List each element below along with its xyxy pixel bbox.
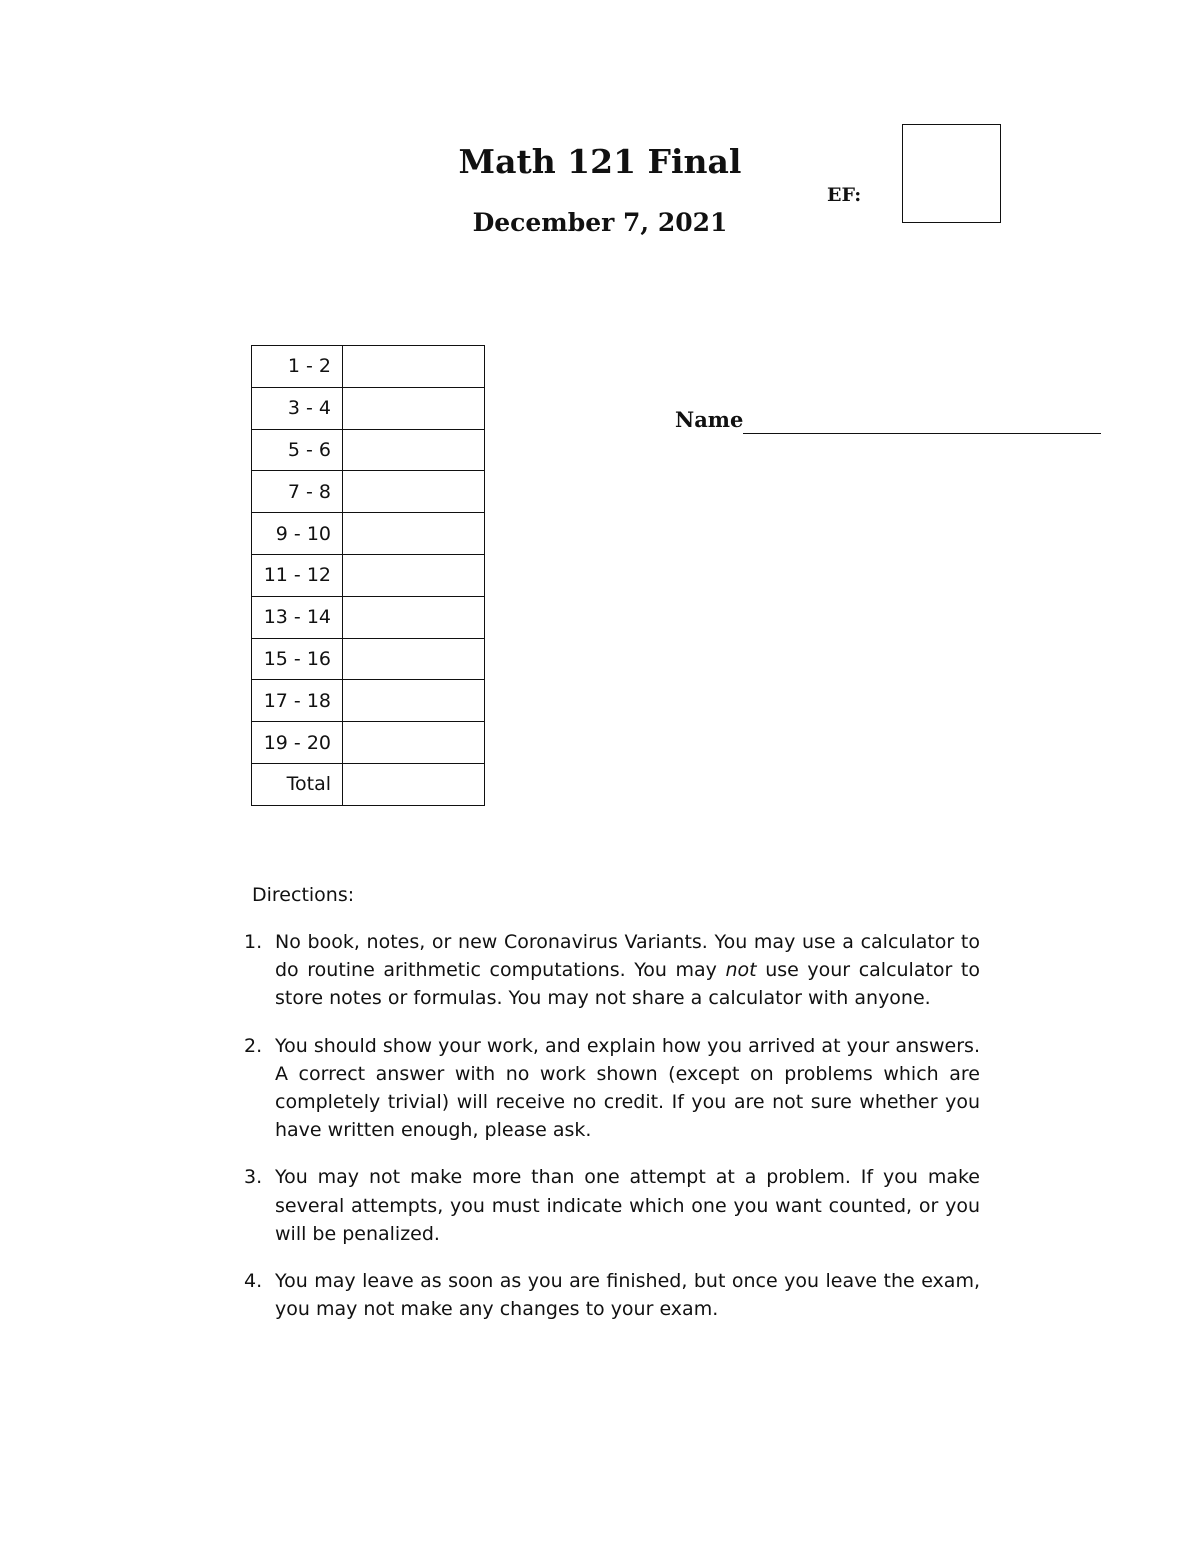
name-label: Name — [675, 407, 744, 432]
total-label: Total — [252, 763, 343, 805]
score-table — [251, 345, 485, 806]
directions-heading: Directions: — [252, 884, 355, 906]
directions-list — [244, 928, 980, 1342]
table-row — [252, 471, 485, 513]
table-row — [252, 722, 485, 764]
table-row — [252, 429, 485, 471]
total-score-cell[interactable] — [343, 763, 485, 805]
list-item-text — [275, 1032, 980, 1145]
exam-title: Math 121 Final — [458, 142, 742, 181]
score-cell[interactable] — [343, 429, 485, 471]
table-row — [252, 638, 485, 680]
table-row — [252, 554, 485, 596]
list-item-text — [275, 1267, 980, 1323]
score-cell[interactable] — [343, 596, 485, 638]
table-row — [252, 387, 485, 429]
score-cell[interactable] — [343, 722, 485, 764]
list-item-number: 1. — [244, 931, 263, 953]
name-row — [675, 406, 1101, 434]
score-cell[interactable] — [343, 638, 485, 680]
list-item-text — [275, 1163, 980, 1248]
problem-range-label: 19 - 20 — [252, 722, 343, 764]
list-item — [244, 1163, 980, 1248]
score-cell[interactable] — [343, 346, 485, 388]
direction-text: You should show your work, and explain how you arrived at your answers. A correct answer with no work shown (except on problems which are completely trivial) will receive no credit. If you are not sure whether you have written enough, please ask. — [275, 1034, 980, 1142]
direction-text: You may leave as soon as you are finished, but once you leave the exam, you may not make any changes to your exam. — [275, 1270, 980, 1321]
problem-range-label: 15 - 16 — [252, 638, 343, 680]
ef-label: EF: — [827, 184, 862, 206]
problem-range-label: 5 - 6 — [252, 429, 343, 471]
table-row — [252, 680, 485, 722]
problem-range-label: 9 - 10 — [252, 513, 343, 555]
problem-range-label: 17 - 18 — [252, 680, 343, 722]
direction-text: No book, notes, or new Coronavirus Variants. You may use a calculator to do routine arithmetic computations. You may — [275, 931, 980, 982]
score-cell[interactable] — [343, 513, 485, 555]
list-item — [244, 928, 980, 1013]
problem-range-label: 7 - 8 — [252, 471, 343, 513]
list-item — [244, 1267, 980, 1323]
list-item-text — [275, 928, 980, 1013]
score-cell[interactable] — [343, 471, 485, 513]
name-input-line[interactable] — [743, 411, 1101, 434]
list-item-number: 2. — [244, 1034, 263, 1057]
problem-range-label: 11 - 12 — [252, 554, 343, 596]
direction-emphasis: not — [725, 959, 757, 982]
score-cell[interactable] — [343, 554, 485, 596]
score-cell[interactable] — [343, 680, 485, 722]
table-row — [252, 513, 485, 555]
table-row-total — [252, 763, 485, 805]
table-row — [252, 596, 485, 638]
direction-text: You may not make more than one attempt at a problem. If you make several attempts, you must indicate which one you want counted, or you will be penalized. — [275, 1166, 980, 1245]
exam-date: December 7, 2021 — [472, 208, 728, 237]
list-item-number: 4. — [244, 1270, 263, 1293]
score-cell[interactable] — [343, 387, 485, 429]
list-item — [244, 1032, 980, 1145]
problem-range-label: 13 - 14 — [252, 596, 343, 638]
ef-box[interactable] — [902, 124, 1001, 223]
list-item-number: 3. — [244, 1166, 263, 1189]
problem-range-label: 3 - 4 — [252, 387, 343, 429]
problem-range-label: 1 - 2 — [252, 346, 343, 388]
table-row — [252, 346, 485, 388]
direction-text-continued: use your calculator to store notes or formulas. You may not share a calculator with anyone. — [275, 959, 981, 1010]
